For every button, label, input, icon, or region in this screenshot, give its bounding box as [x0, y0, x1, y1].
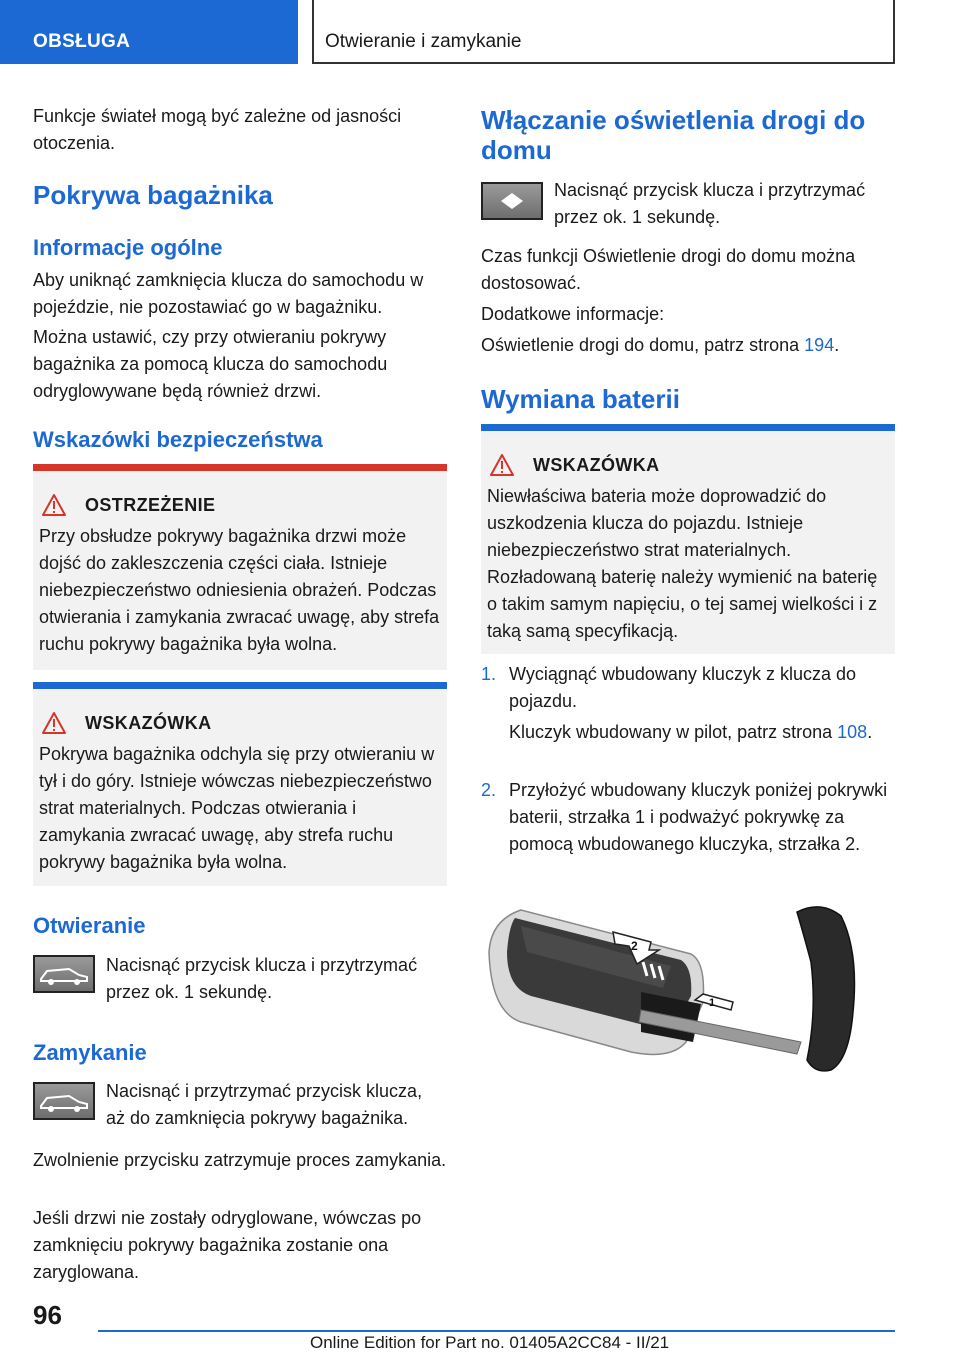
car-trunk-icon — [35, 957, 93, 991]
car-trunk-icon — [35, 1084, 93, 1118]
home-light-button-icon — [481, 182, 543, 220]
arrow-label-2: 2 — [631, 939, 638, 953]
close-paragraph-1: Zwolnienie przycisku zatrzymuje proces zamykania. — [33, 1150, 447, 1170]
home-light-instruction: Nacisnąć przycisk klucza i przytrzymać przez ok. 1 sekundę. — [554, 180, 866, 227]
key-battery-illustration — [481, 892, 895, 1088]
warning-text: Niewłaściwa bateria może doprowadzić do uszkodzenia klucza do pojazdu. Istnieje niebezpieczeństwo strat materialnych. Rozładowaną baterię należy wymienić na baterię o takim samym napięciu, o tej samej wielkości i z taką samą specyfikacją. — [487, 486, 878, 641]
warning-title: WSKAZÓWKA — [533, 455, 660, 475]
warning-triangle-icon — [41, 493, 67, 517]
warning-text: Przy obsłudze pokrywy bagażnika drzwi może dojść do zakleszczenia części ciała. Istnieje niebezpieczeństwo odniesienia obrażeń. Podczas otwierania i zamykania zwracać uwagę, aby strefa ruchu pokrywy bagażnika była wolna. — [39, 526, 440, 654]
trunk-button-icon — [33, 955, 95, 993]
step-1-subtext — [509, 719, 889, 746]
open-instruction: Nacisnąć przycisk klucza i przytrzymać przez ok. 1 sekundę. — [106, 955, 418, 1002]
intro-text: Funkcje świateł mogą być zależne od jasności otoczenia. — [33, 106, 402, 153]
home-light-paragraph-1: Czas funkcji Oświetlenie drogi do domu można dostosować. — [481, 246, 856, 293]
warning-box-danger — [33, 464, 447, 670]
heading-close: Zamykanie — [33, 1040, 147, 1065]
close-instruction: Nacisnąć i przytrzymać przycisk klucza, aż do zamknięcia pokrywy bagażnika. — [106, 1081, 423, 1128]
heading-trunk: Pokrywa bagażnika — [33, 180, 273, 210]
page-link-108[interactable]: 108 — [837, 722, 868, 742]
footer-edition: Online Edition for Part no. 01405A2CC84 - II/21 — [310, 1333, 670, 1352]
warning-title: WSKAZÓWKA — [85, 713, 212, 733]
home-light-paragraph-2: Dodatkowe informacje: — [481, 304, 665, 324]
step-1-text: Wyciągnąć wbudowany kluczyk z klucza do pojazdu. — [509, 664, 856, 711]
reference-text: Oświetlenie drogi do domu, patrz strona — [481, 335, 805, 355]
warning-text: Pokrywa bagażnika odchyla się przy otwieraniu w tył i do góry. Istnieje wówczas niebezpieczeństwo strat materialnych. Podczas otwierania i zamykania zwracać uwagę, aby strefa ruchu pokrywy bagażnika była wolna. — [39, 744, 435, 872]
warning-triangle-icon — [489, 453, 515, 477]
reference-end: . — [834, 335, 840, 355]
section-tab: OBSŁUGA — [0, 0, 298, 64]
warning-box-battery — [481, 424, 895, 654]
step-2-text: Przyłożyć wbudowany kluczyk poniżej pokrywki baterii, strzałka 1 i podważyć pokrywkę za pomocą wbudowanego kluczyka, strzałka 2. — [509, 780, 888, 854]
arrow-label-1: 1 — [709, 997, 716, 1009]
step-number: 1. — [481, 664, 497, 684]
trunk-button-icon — [33, 1082, 95, 1120]
page-title: Otwieranie i zamykanie — [312, 0, 895, 64]
diamond-icon — [483, 184, 541, 218]
general-paragraph-1: Aby uniknąć zamknięcia klucza do samochodu w pojeździe, nie pozostawiać go w bagażniku. — [33, 270, 424, 317]
footer-divider — [98, 1330, 895, 1332]
reference-text: Kluczyk wbudowany w pilot, patrz strona — [509, 722, 838, 742]
page-number: 96 — [33, 1300, 62, 1330]
warning-box-notice — [33, 682, 447, 886]
step-number: 2. — [481, 780, 497, 800]
warning-title: OSTRZEŻENIE — [85, 495, 216, 515]
warning-triangle-icon — [41, 711, 67, 735]
heading-general: Informacje ogólne — [33, 235, 223, 260]
heading-safety: Wskazówki bezpieczeństwa — [33, 427, 323, 452]
home-light-paragraph-3 — [481, 332, 895, 359]
close-paragraph-2: Jeśli drzwi nie zostały odryglowane, wówczas po zamknięciu pokrywy bagażnika zostanie ona zaryglowana. — [33, 1208, 422, 1282]
heading-open: Otwieranie — [33, 913, 146, 938]
reference-end: . — [867, 722, 873, 742]
heading-home-light: Włączanie oświetlenia drogi do domu — [481, 105, 866, 165]
page-link-194[interactable]: 194 — [804, 335, 835, 355]
general-paragraph-2: Można ustawić, czy przy otwieraniu pokrywy bagażnika za pomocą klucza do samochodu odryglowywane będą również drzwi. — [33, 327, 388, 401]
heading-battery: Wymiana baterii — [481, 384, 680, 414]
